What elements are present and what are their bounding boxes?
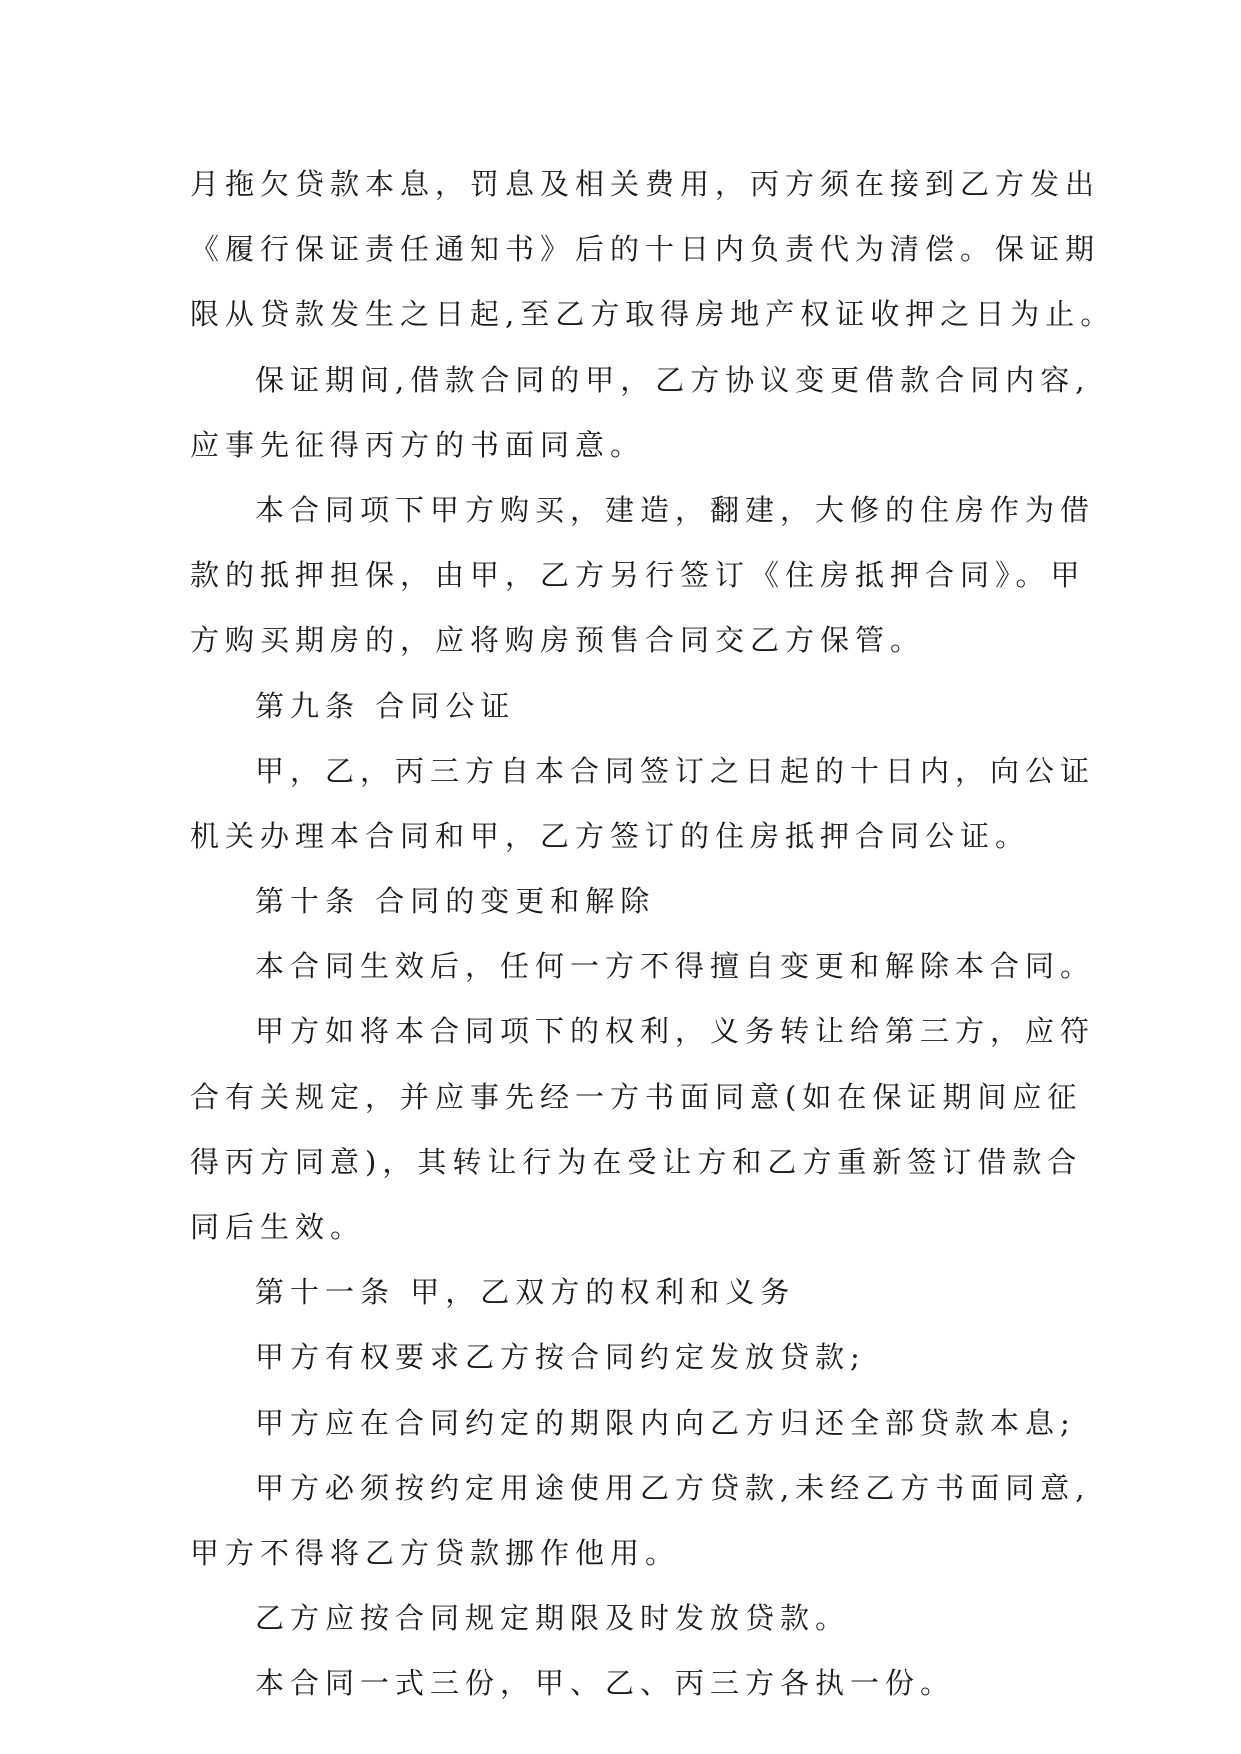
- text-line: 甲方如将本合同项下的权利，义务转让给第三方，应符: [255, 1014, 1096, 1049]
- section-heading: 第十条 合同的变更和解除: [255, 884, 656, 919]
- text-line: 《履行保证责任通知书》后的十日内负责代为清偿。保证期: [190, 232, 1101, 267]
- text-line: 本合同项下甲方购买，建造，翻建，大修的住房作为借: [255, 492, 1096, 527]
- text-line: 同后生效。: [190, 1210, 366, 1244]
- text-line: 机关办理本合同和甲，乙方签订的住房抵押合同公证。: [190, 818, 1031, 853]
- text-line: 本合同生效后，任何一方不得擅自变更和解除本合同。: [255, 949, 1096, 984]
- text-line: 甲方必须按约定用途使用乙方贷款,未经乙方书面同意,: [255, 1470, 1091, 1505]
- text-line: 款的抵押担保，由甲，乙方另行签订《住房抵押合同》。甲: [190, 558, 1086, 593]
- text-line: 月拖欠贷款本息，罚息及相关费用，丙方须在接到乙方发出: [190, 167, 1101, 201]
- section-heading: 第九条 合同公证: [255, 688, 516, 723]
- text-line: 限从贷款发生之日起,至乙方取得房地产权证收押之日为止。: [190, 297, 1116, 332]
- text-line: 得丙方同意)，其转让行为在受让方和乙方重新签订借款合: [190, 1144, 1083, 1179]
- text-line: 甲方有权要求乙方按合同约定发放贷款;: [255, 1340, 866, 1375]
- document-body: [190, 152, 1116, 1717]
- text-line: 合有关规定，并应事先经一方书面同意(如在保证期间应征: [190, 1079, 1083, 1114]
- text-line: 保证期间,借款合同的甲，乙方协议变更借款合同内容,: [255, 362, 1091, 397]
- text-line: 本合同一式三份，甲、乙、丙三方各执一份。: [255, 1666, 956, 1701]
- text-line: 甲方应在合同约定的期限内向乙方归还全部贷款本息;: [255, 1405, 1076, 1440]
- text-line: 应事先征得丙方的书面同意。: [190, 427, 646, 462]
- text-line: 甲，乙，丙三方自本合同签订之日起的十日内，向公证: [255, 753, 1096, 788]
- text-line: 乙方应按合同规定期限及时发放贷款。: [255, 1601, 851, 1636]
- text-line: 甲方不得将乙方贷款挪作他用。: [190, 1535, 681, 1570]
- section-heading: 第十一条 甲，乙双方的权利和义务: [255, 1275, 796, 1310]
- text-line: 方购买期房的，应将购房预售合同交乙方保管。: [190, 623, 926, 658]
